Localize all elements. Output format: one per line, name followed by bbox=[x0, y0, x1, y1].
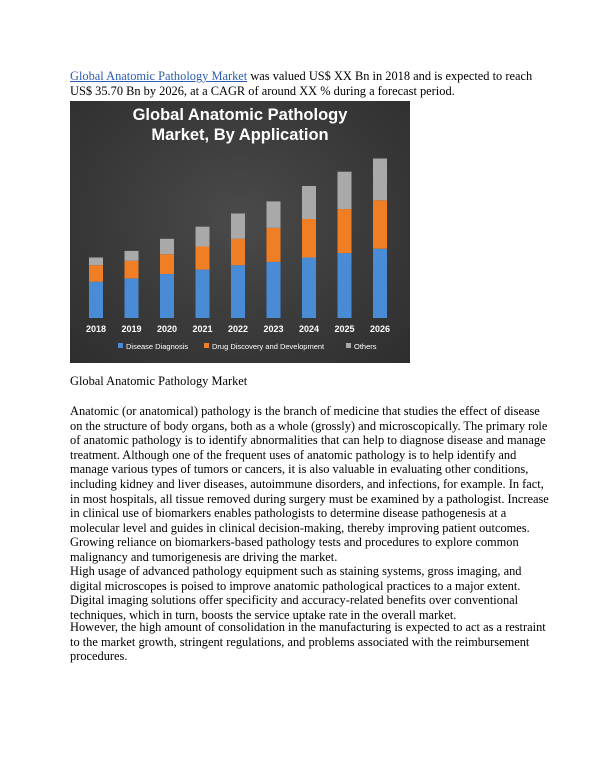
legend-label: Disease Diagnosis bbox=[126, 342, 189, 351]
bar-2022-series-1 bbox=[231, 265, 245, 318]
intro-text: was valued US$ XX Bn in 2018 and is expected to reach US$ 35.70 Bn by 2026, at a CAGR of around XX % during a forecast period. bbox=[70, 69, 533, 98]
intro-paragraph bbox=[70, 69, 550, 98]
bar-2021-series-1 bbox=[196, 270, 210, 318]
chart-title-line-2: Market, By Application bbox=[151, 126, 329, 144]
bar-2025-series-3 bbox=[338, 172, 352, 209]
legend bbox=[118, 342, 377, 351]
bar-2019-series-2 bbox=[125, 261, 139, 279]
bar-2025-series-2 bbox=[338, 209, 352, 253]
bar-2026-series-3 bbox=[373, 159, 387, 201]
legend-label: Others bbox=[354, 342, 377, 351]
bar-2018-series-3 bbox=[89, 258, 103, 266]
bar-2025-series-1 bbox=[338, 253, 352, 318]
x-tick-label: 2020 bbox=[156, 324, 178, 334]
market-link[interactable]: Global Anatomic Pathology Market bbox=[70, 69, 248, 83]
bar-2021-series-2 bbox=[196, 247, 210, 270]
body-paragraph-1: Anatomic (or anatomical) pathology is the branch of medicine that studies the effect of disease on the structure of body organs, both as a whole (grossly) and microscopically. The primary role of anatomic pathology is to identify abnormalities that can help to diagnose disease and manage treatment. Although one of the frequent uses of anatomic pathology is to help identify and manage various types of tumors or cancers, it is also valuable in evaluating other conditions, including kidney and liver diseases, autoimmune disorders, and infections, for example. In fact, in most hospitals, all tissue removed during surgery must be examined by a pathologist. Increase in clinical use of biomarkers enables pathologists to determine disease pathogenesis at a molecular level and guides in clinical decision-making, thereby improving patient outcomes. Growing reliance on biomarkers-based pathology tests and procedures to explore common malignancy and tumorigenesis are driving the market. bbox=[70, 404, 549, 564]
bar-2026-series-1 bbox=[373, 249, 387, 318]
chart-image bbox=[70, 101, 410, 363]
bar-2019-series-3 bbox=[125, 251, 139, 261]
bar-2021-series-3 bbox=[196, 227, 210, 247]
bar-2023-series-1 bbox=[267, 262, 281, 318]
x-tick-label: 2025 bbox=[334, 324, 355, 334]
x-tick-labels bbox=[86, 324, 390, 334]
x-tick-label: 2019 bbox=[121, 324, 142, 334]
bar-2020-series-3 bbox=[160, 239, 174, 254]
bar-2022-series-2 bbox=[231, 239, 245, 265]
bar-2026-series-2 bbox=[373, 200, 387, 248]
bar-2023-series-3 bbox=[267, 201, 281, 227]
x-tick-label: 2018 bbox=[85, 324, 107, 334]
bar-2018-series-2 bbox=[89, 265, 103, 282]
x-tick-label: 2024 bbox=[298, 324, 320, 334]
bar-2018-series-1 bbox=[89, 282, 103, 318]
x-tick-label: 2023 bbox=[263, 324, 284, 334]
chart-title-line-1: Global Anatomic Pathology bbox=[132, 106, 348, 124]
bar-2024-series-3 bbox=[302, 186, 316, 219]
legend-swatch bbox=[346, 343, 351, 348]
stacked-bar-chart bbox=[70, 101, 410, 363]
bar-2020-series-1 bbox=[160, 274, 174, 318]
bar-2024-series-2 bbox=[302, 219, 316, 258]
bar-2024-series-1 bbox=[302, 258, 316, 319]
x-tick-label: 2022 bbox=[227, 324, 249, 334]
bar-2023-series-2 bbox=[267, 228, 281, 262]
x-tick-label: 2026 bbox=[369, 324, 391, 334]
x-tick-label: 2021 bbox=[192, 324, 213, 334]
body-paragraph-3: However, the high amount of consolidation in the manufacturing is expected to act as a restraint to the market growth, stringent regulations, and problems associated with the reimbursement procedures. bbox=[70, 620, 546, 664]
bar-2019-series-1 bbox=[125, 278, 139, 318]
legend-swatch bbox=[204, 343, 209, 348]
legend-label: Drug Discovery and Development bbox=[212, 342, 325, 351]
bar-2022-series-3 bbox=[231, 214, 245, 239]
legend-swatch bbox=[118, 343, 123, 348]
bars-group bbox=[89, 159, 387, 319]
bar-2020-series-2 bbox=[160, 254, 174, 274]
body-paragraph-2: High usage of advanced pathology equipment such as staining systems, gross imaging, and digital microscopes is poised to improve anatomic pathological practices to a major extent. Digital imaging solutions offer specificity and accuracy-related benefits over conventional techniques, which in turn, boosts the service uptake rate in the overall market. bbox=[70, 564, 522, 622]
chart-caption: Global Anatomic Pathology Market bbox=[70, 374, 248, 388]
